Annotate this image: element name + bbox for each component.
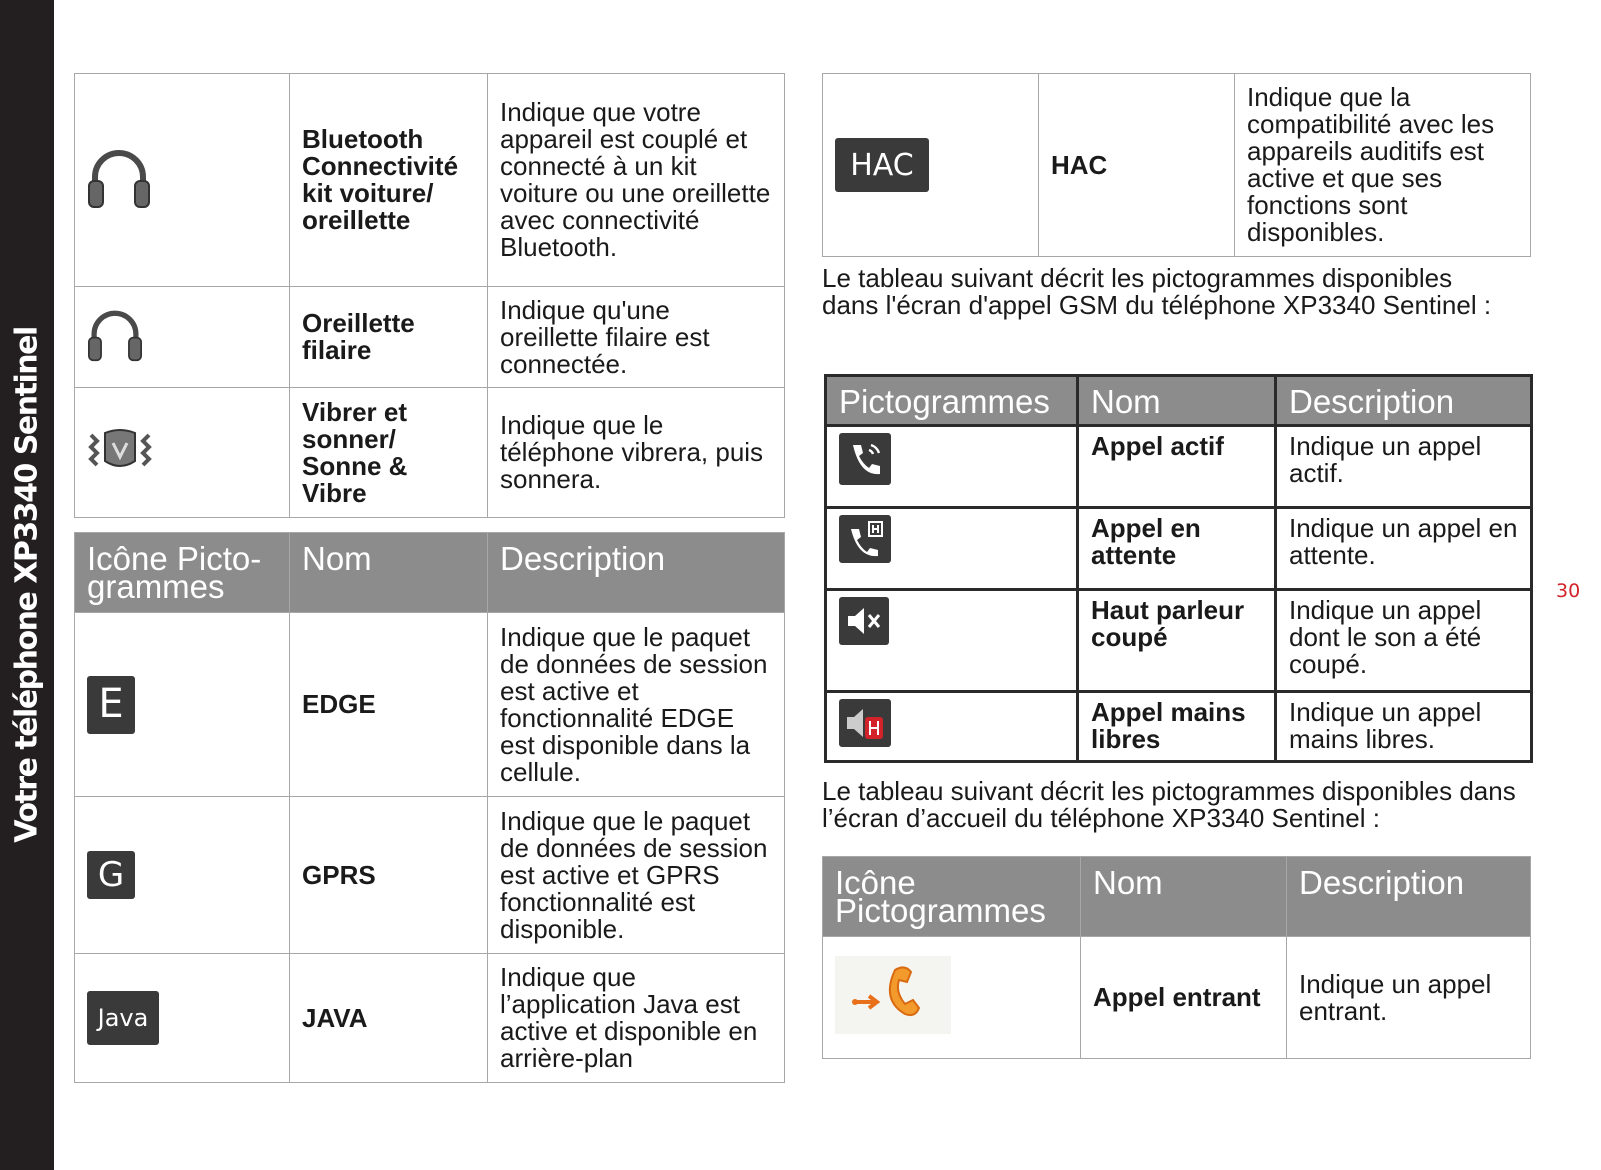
row-desc: Indique que l’application Java est active et disponible en arrière-plan	[488, 954, 785, 1083]
row-desc: Indique que votre appareil est couplé et connecté à un kit voiture ou une oreillette avec connectivité Bluetooth.	[488, 74, 785, 287]
table-header-row	[75, 533, 785, 613]
table-header-row	[826, 376, 1532, 426]
row-desc: Indique que le téléphone vibrera, puis sonnera.	[488, 388, 785, 518]
icon-cell	[823, 74, 1039, 257]
table-row	[75, 797, 785, 954]
hac-icon: HAC	[835, 138, 929, 192]
row-desc: Indique que la compatibilité avec les appareils auditifs est active et que ses fonctions sont disponibles.	[1235, 74, 1531, 257]
paragraph-call-screen: Le tableau suivant décrit les pictogrammes disponibles dans l'écran d'appel GSM du téléphone XP3340 Sentinel :	[822, 263, 1492, 320]
header-icon: Icône Picto-grammes	[75, 533, 290, 613]
icon-cell	[826, 426, 1078, 508]
table-home-icons	[822, 856, 1531, 1059]
table-row	[75, 613, 785, 797]
icon-cell	[826, 590, 1078, 692]
row-name: Oreillette filaire	[290, 287, 488, 388]
row-name: Appel en attente	[1078, 508, 1276, 590]
table-row	[826, 692, 1532, 762]
icon-cell	[75, 388, 290, 518]
handsfree-call-icon	[839, 699, 891, 747]
icon-cell	[75, 954, 290, 1083]
table-row	[823, 937, 1531, 1059]
icon-cell	[75, 797, 290, 954]
icon-cell	[75, 287, 290, 388]
row-name: HAC	[1039, 74, 1235, 257]
call-on-hold-icon	[839, 515, 891, 563]
header-name: Nom	[290, 533, 488, 613]
vibrate-ring-icon	[87, 425, 153, 475]
icon-cell	[826, 692, 1078, 762]
side-bar	[0, 0, 54, 1170]
row-desc: Indique qu'une oreillette filaire est connectée.	[488, 287, 785, 388]
row-desc: Indique un appel entrant.	[1287, 937, 1531, 1059]
table-data-icons	[74, 532, 785, 1083]
row-name: GPRS	[290, 797, 488, 954]
table-hac	[822, 73, 1531, 257]
header-name: Nom	[1081, 857, 1287, 937]
speaker-muted-icon	[839, 597, 889, 645]
row-name: JAVA	[290, 954, 488, 1083]
table-row	[826, 590, 1532, 692]
row-name: Appel mains libres	[1078, 692, 1276, 762]
header-description: Description	[488, 533, 785, 613]
table-row	[75, 388, 785, 518]
table-row	[75, 954, 785, 1083]
header-description: Description	[1287, 857, 1531, 937]
row-desc: Indique un appel actif.	[1276, 426, 1532, 508]
row-desc: Indique un appel en attente.	[1276, 508, 1532, 590]
icon-cell	[823, 937, 1081, 1059]
table-row	[826, 508, 1532, 590]
row-name: Appel entrant	[1081, 937, 1287, 1059]
header-description: Description	[1276, 376, 1532, 426]
paragraph-home-screen: Le tableau suivant décrit les pictogrammes disponibles dans l’écran d’accueil du téléphone XP3340 Sentinel :	[822, 776, 1516, 833]
row-name: Bluetooth Connectivité kit voiture/ oreillette	[290, 74, 488, 287]
icon-cell	[75, 74, 290, 287]
row-name: Vibrer et sonner/ Sonne & Vibre	[290, 388, 488, 518]
page-number: 30	[1556, 580, 1581, 602]
java-icon: Java	[87, 991, 159, 1045]
row-desc: Indique un appel dont le son a été coupé.	[1276, 590, 1532, 692]
incoming-call-icon	[835, 956, 951, 1034]
edge-icon: E	[87, 676, 135, 734]
row-name: Haut parleur coupé	[1078, 590, 1276, 692]
header-pictograms: Pictogrammes	[826, 376, 1078, 426]
side-title: Votre téléphone XP3340 Sentinel	[9, 327, 45, 843]
table-row	[826, 426, 1532, 508]
row-name: EDGE	[290, 613, 488, 797]
header-icon: Icône Pictogrammes	[823, 857, 1081, 937]
row-desc: Indique que le paquet de données de session est active et fonctionnalité EDGE est disponible dans la cellule.	[488, 613, 785, 797]
row-desc: Indique que le paquet de données de session est active et GPRS fonctionnalité est disponible.	[488, 797, 785, 954]
icon-cell	[75, 613, 290, 797]
table-row	[75, 74, 785, 287]
table-row	[75, 287, 785, 388]
row-name: Appel actif	[1078, 426, 1276, 508]
table-status-icons	[74, 73, 785, 518]
icon-cell	[826, 508, 1078, 590]
headset-icon	[87, 147, 151, 209]
active-call-icon	[839, 433, 891, 485]
headset-icon	[87, 308, 143, 362]
header-name: Nom	[1078, 376, 1276, 426]
table-call-icons	[824, 374, 1533, 763]
gprs-icon: G	[87, 851, 135, 899]
row-desc: Indique un appel mains libres.	[1276, 692, 1532, 762]
table-row	[823, 74, 1531, 257]
table-header-row	[823, 857, 1531, 937]
